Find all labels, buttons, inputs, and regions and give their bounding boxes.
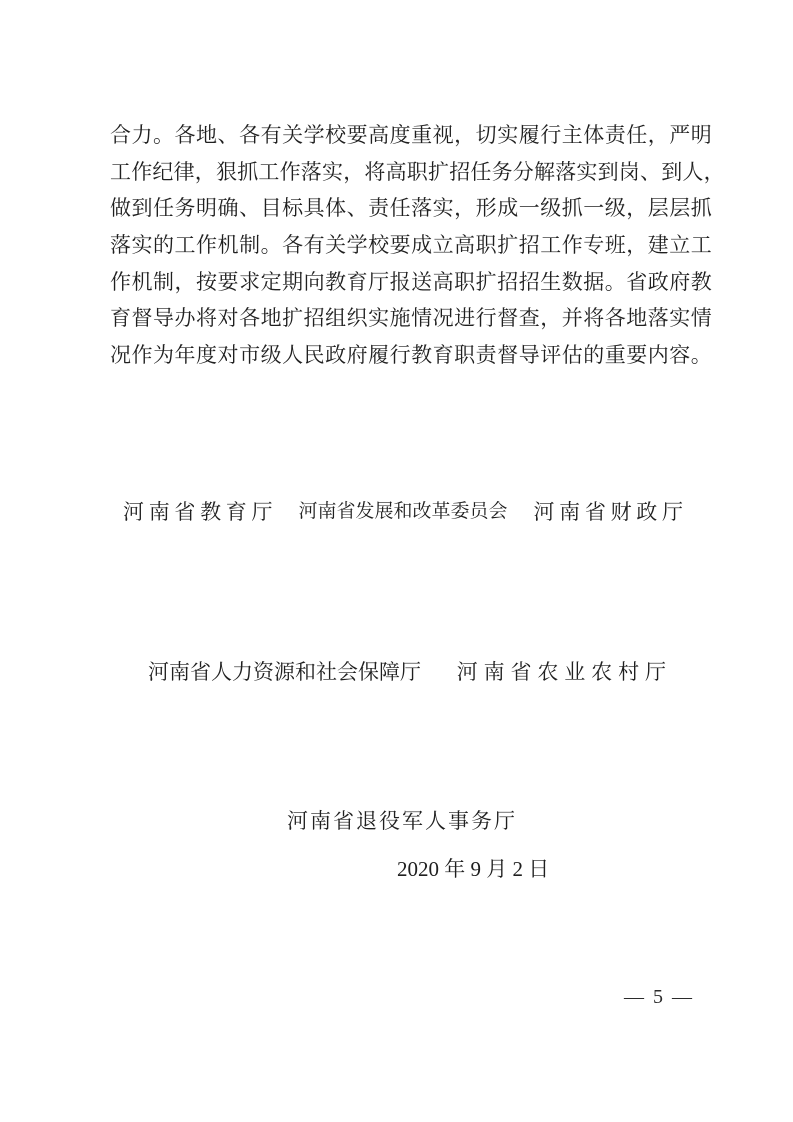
signer-education-dept: 河南省教育厅 [123, 500, 278, 524]
signer-veterans-affairs-dept: 河南省退役军人事务厅 [287, 809, 517, 833]
body-line: 做到任务明确、目标具体、责任落实，形成一级抓一级，层层抓 [110, 196, 712, 221]
signer-agriculture-rural-dept: 河南省农业农村厅 [456, 660, 672, 684]
body-line: 况作为年度对市级人民政府履行教育职责督导评估的重要内容。 [110, 343, 712, 368]
body-line: 合力。各地、各有关学校要高度重视，切实履行主体责任，严明 [110, 123, 712, 147]
body-line: 落实的工作机制。各有关学校要成立高职扩招工作专班，建立工 [110, 233, 712, 258]
signature-row-1 [123, 500, 688, 524]
body-line: 工作纪律，狠抓工作落实，将高职扩招任务分解落实到岗、到人， [110, 159, 725, 184]
body-line: 育督导办将对各地扩招组织实施情况进行督查，并将各地落实情 [110, 306, 712, 331]
signer-hr-social-security-dept: 河南省人力资源和社会保障厅 [148, 660, 421, 684]
signature-row-2 [148, 660, 672, 684]
page-number: — 5 — [624, 986, 694, 1008]
body-line: 作机制，按要求定期向教育厅报送高职扩招招生数据。省政府教 [110, 269, 712, 294]
signer-finance-dept: 河南省财政厅 [533, 500, 688, 524]
signer-development-reform-commission: 河南省发展和改革委员会 [298, 501, 508, 522]
body-paragraph [110, 117, 725, 374]
issue-date: 2020 年 9 月 2 日 [397, 857, 550, 881]
signature-row-3 [287, 809, 515, 833]
